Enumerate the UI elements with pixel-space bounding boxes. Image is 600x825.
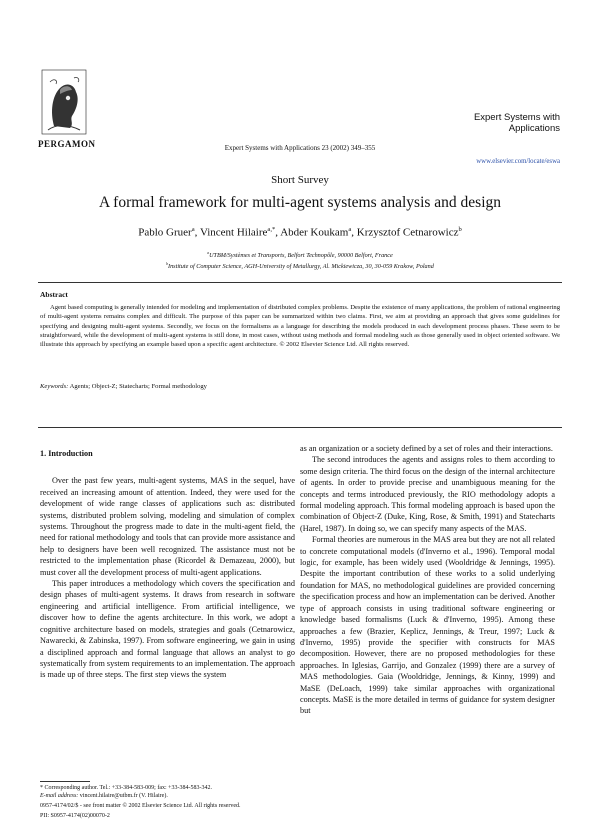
affiliation-text: Institute of Computer Science, AGH-University of Metallurgy, Al. Mickiewicza, 30, 30-059 Krakow, Poland — [168, 263, 434, 271]
body-paragraph: as an organization or a society defined by a set of roles and their interactions. — [300, 444, 553, 453]
author-affiliation-mark: b — [458, 226, 462, 233]
copyright-line: 0957-4174/02/$ - see front matter © 2002 Elsevier Science Ltd. All rights reserved. — [40, 803, 241, 809]
affiliation-line — [0, 249, 600, 260]
abstract-body: Agent based computing is generally intended for modeling and implementation of distributed complex problems. Despite the existence of many applications, the problem of rational engineering of multi-agent systems remains complex and difficult. The purpose of this paper can be summarized within two claims. First, we aim at providing an approach that gives some guidelines for specifying and designing multi-agent systems. Secondly, we focus on the formalisms as a language for describing the models produced in each development process phases. These seem to be straightforward, while the development of multi-agent systems is still done, in most cases, without using methods and formal modeling such as those generally used in object oriented software. We illustrate this approach by specifying an example based upon a specific agent architecture. © 2002 Elsevier Science Ltd. All rights reserved. — [40, 304, 560, 349]
body-column-left — [40, 448, 295, 681]
author-affiliation-mark: a,* — [267, 226, 276, 233]
keywords — [40, 383, 207, 390]
keywords-list: Agents; Object-Z; Statecharts; Formal methodology — [69, 383, 207, 390]
corresponding-author: * Corresponding author. Tel.: +33-384-583-009; fax: +33-384-583-342. — [40, 785, 213, 791]
affiliation-mark: b — [166, 262, 169, 267]
body-column-right — [300, 443, 555, 717]
abstract-heading: Abstract — [40, 290, 68, 299]
affiliation-line — [0, 260, 600, 271]
footnote-divider — [40, 781, 90, 782]
article-type: Short Survey — [271, 174, 329, 186]
journal-url-link[interactable]: www.elsevier.com/locate/eswa — [476, 158, 560, 165]
divider — [38, 427, 562, 428]
author-list: Pablo Gruer$^a$, Vincent Hilaire$^{a,*}$, Abder Koukam$^a$, Krzysztof Cetnarowicz$^b$ — [138, 226, 462, 239]
affiliation-mark: a — [207, 251, 210, 255]
journal-brand: Expert Systems with Applications — [473, 112, 560, 134]
publisher-name: PERGAMON — [38, 139, 96, 149]
body-paragraph: Over the past few years, multi-agent systems, MAS in the sequel, have received an increasing amount of attention. Indeed, they were used for the development of wide range classes of applications such as: distributed systems, distributed problem solving, modeling and simulation of complex systems. Throughout the progress made to date in the multi-agent field, the need for rational methodology and tools that can provide more assistance and help to designers have been well recognized. The assistance must not be restricted to the implementation phase (Ricordel & Demazeau, 2000), but must cover all the development process of multi-agent applications. — [40, 476, 295, 577]
email-line — [40, 792, 295, 800]
footnote — [40, 784, 295, 800]
keywords-label: Keywords: — [40, 383, 69, 390]
pii-line: PII: S0957-4174(02)00070-2 — [40, 813, 110, 819]
affiliation-text: UTBM/Systèmes et Transports, Belfort Technopôle, 90000 Belfort, France — [209, 252, 393, 260]
body-paragraph: Formal theories are numerous in the MAS area but they are not all related to concrete computational models (d'Inverno et al., 1996). Temporal modal logic, for example, has been widely used (Wooldridge & Jennings, 1995). Despite the important contribution of these works to a solid underlying foundation for MAS, no methodological guidelines are provided concerning the specification process and how an implementation can be derived. Another type of approach consists in using traditional software engineering or knowledge based formalisms (Luck & d'Inverno, 1995). Among these approaches a few (Brazier, Keplicz, Jennings, & Treur, 1997; Luck & d'Inverno, 1995) provide the specifier with constructs for MAS decomposition. However, there are no proposed methodologies for these approaches. In Iglesias, Garrijo, and Gonzalez (1999) there are a survey of MAS methodologies. Gaia (Wooldridge, Jennings, & Kinny, 1999) and MaSE (DeLoach, 1999) take similar approaches with organizational concepts. MaSE is the more detailed in terms of guidance for system designer but — [300, 535, 555, 716]
affiliations — [0, 249, 600, 271]
body-paragraph: This paper introduces a methodology which covers the specification and design phases of multi-agent systems. It draws from research in software engineering and artificial intelligence. From artificial intelligence, we discover how to define the agents architecture. In this work, we adopt a cognitive architecture based on models, strategies and goals (Cetnarowicz, Nawarecki, & Zabinska, 1997). From software engineering, we gain in using a disciplined approach and formal language that allows an analyst to go systematically from system requirements to an implementation. The approach is made up of three steps. The first step views the system — [40, 579, 295, 680]
author-name: Vincent Hilaire — [199, 226, 268, 239]
email-address: vincent.hilaire@utbm.fr (V. Hilaire). — [79, 793, 168, 799]
body-paragraph: The second introduces the agents and assigns roles to them according to some design criteria. The third focus on the design of the internal architecture of agents. In order to provide precise and unambiguous meaning for the concepts and terms introduced previously, the RIO methodology adopts a formal modeling approach. This formal modeling approach is based upon the combination of Object-Z (Duke, King, Rose, & Smith, 1991) and Statecharts (Harel, 1987). In doing so, we can specify many aspects of the MAS. — [300, 455, 555, 533]
publisher-logo-icon — [40, 68, 88, 138]
author-affiliation-mark: a — [191, 226, 195, 233]
author-affiliation-mark: a — [348, 226, 352, 233]
email-label: E-mail address: — [40, 793, 79, 799]
journal-citation: Expert Systems with Applications 23 (2002) 349–355 — [224, 144, 376, 152]
author-name: Pablo Gruer — [138, 226, 192, 239]
section-heading: 1. Introduction — [40, 449, 93, 458]
article-title: A formal framework for multi-agent systems analysis and design — [98, 194, 502, 211]
author-name: Krzysztof Cetnarowicz — [356, 226, 459, 239]
divider — [38, 282, 562, 283]
author-name: Abder Koukam — [280, 226, 349, 239]
